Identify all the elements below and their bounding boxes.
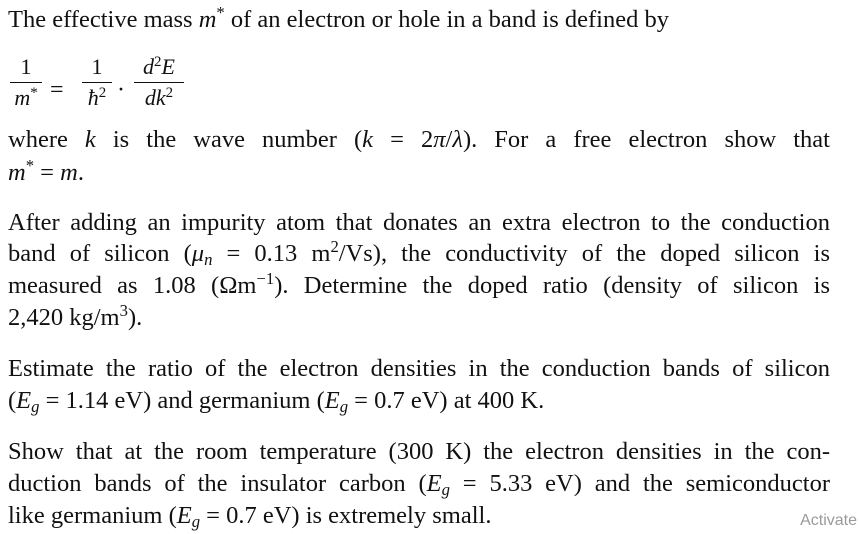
eq-dot: · <box>117 77 125 103</box>
p1-conclusion: m* = m. <box>8 155 84 186</box>
p3-line2: ($E_g = 1.14$ eV) and germanium ($E_g = 0.7$ eV) at 400 K. <box>8 387 545 417</box>
p4-line3: like germanium ($E_g = 0.7$ eV) is extremely small. <box>8 502 492 532</box>
p2-line3: measured as 1.08 $(\Omega m^{-1})$. Determine the doped ratio (density of silicon is <box>8 268 830 299</box>
p1-where: where k is the wave number (k = 2π/λ). For a free electron show that <box>8 126 830 153</box>
p2-line1: After adding an impurity atom that donates an extra electron to the conduction <box>8 209 830 236</box>
p4-line2: duction bands of the insulator carbon ($E_g = 5.33$ eV) and the semiconductor <box>8 470 830 500</box>
p2-line2: band of silicon ($\mu_n = 0.13$ $m^2/Vs$), the conductivity of the doped silicon is <box>8 236 830 270</box>
eq-equals: = <box>50 77 64 103</box>
p4-line1: Show that at the room temperature (300 K) the electron densities in the con- <box>8 438 830 465</box>
activate-watermark: Activate <box>800 512 857 529</box>
p1-intro: The effective mass m* of an electron or hole in a band is defined by <box>8 2 669 33</box>
p3-line1: Estimate the ratio of the electron densities in the conduction bands of silicon <box>8 355 830 382</box>
eq-lhs-fraction: 1 m* <box>10 56 42 109</box>
p2-line4: 2,420 $kg/m^3$). <box>8 300 143 331</box>
eq-mid-fraction: 1 $ħ^2$ <box>82 56 112 109</box>
eq-rhs-fraction: $d^2E$ $dk^2$ <box>134 56 184 109</box>
